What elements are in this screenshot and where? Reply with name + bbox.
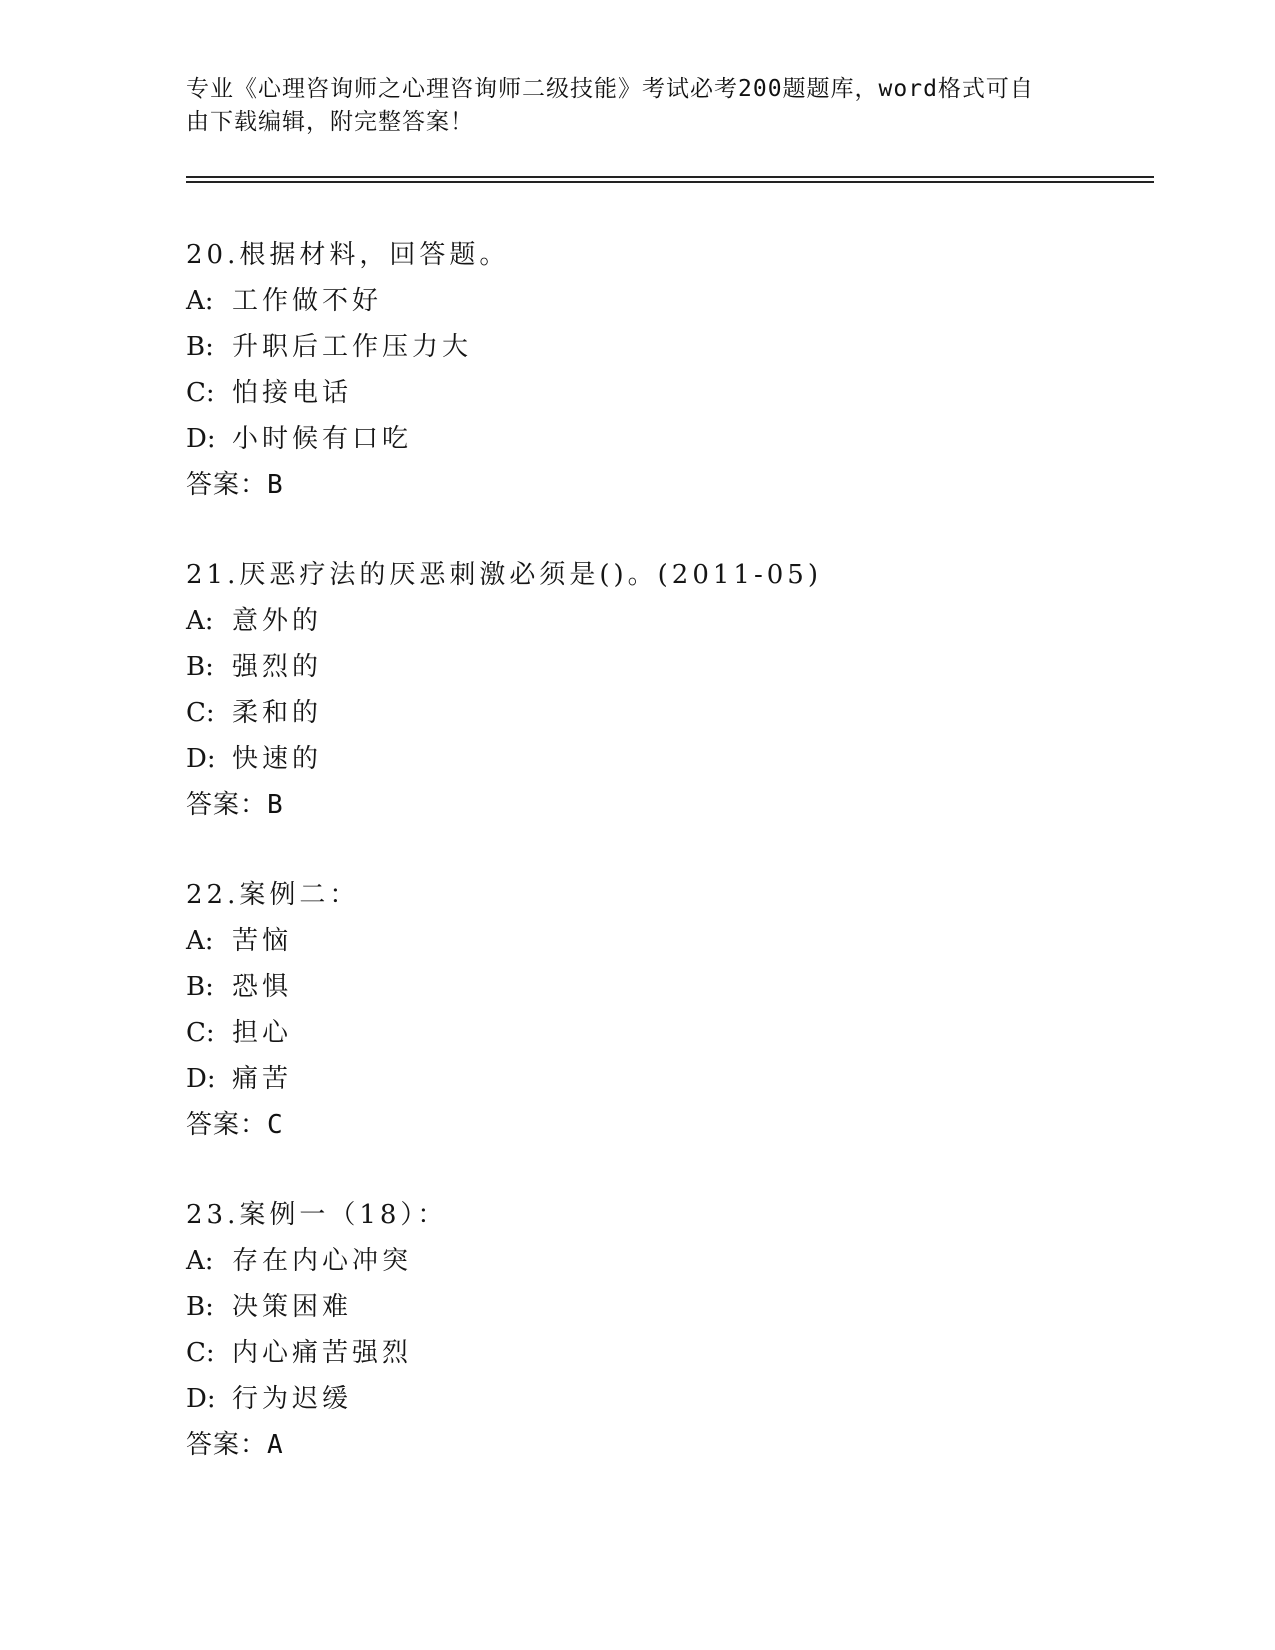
option-text: 升职后工作压力大 [232,332,473,362]
option-text: 柔和的 [232,698,323,728]
header-line-2: 由下载编辑，附完整答案！ [186,109,474,135]
option-a [186,278,1126,324]
option-a [186,598,1126,644]
option-text: 痛苦 [232,1064,293,1094]
question-item [186,1192,1126,1512]
option-letter: B: [186,652,214,682]
option-d [186,736,1126,782]
option-text: 决策困难 [232,1292,353,1322]
option-c [186,690,1126,736]
option-text: 意外的 [232,606,323,636]
option-text: 小时候有口吃 [232,424,413,454]
option-text: 行为迟缓 [232,1384,353,1414]
answer-line: 答案：B [186,790,284,820]
option-letter: C: [186,1018,215,1048]
question-stem: 22.案例二： [186,880,360,910]
header-divider-bottom [186,181,1154,183]
option-c [186,370,1126,416]
option-text: 快速的 [232,744,323,774]
answer-line: 答案：C [186,1110,284,1140]
question-list [186,232,1126,1512]
option-text: 强烈的 [232,652,323,682]
question-item [186,552,1126,872]
option-letter: A: [186,1246,214,1276]
option-d [186,416,1126,462]
question-stem: 20.根据材料，回答题。 [186,240,510,270]
document-header [186,73,1066,139]
option-letter: A: [186,606,214,636]
answer-line: 答案：B [186,470,284,500]
option-b [186,644,1126,690]
option-letter: D: [186,744,216,774]
option-b [186,324,1126,370]
option-text: 工作做不好 [232,286,383,316]
question-item [186,872,1126,1192]
option-a [186,918,1126,964]
option-letter: D: [186,1064,216,1094]
option-text: 苦恼 [232,926,293,956]
option-letter: C: [186,378,215,408]
option-letter: D: [186,424,216,454]
question-item [186,232,1126,552]
option-letter: C: [186,698,215,728]
question-stem: 23.案例一（18）： [186,1200,448,1230]
option-letter: D: [186,1384,216,1414]
question-stem: 21.厌恶疗法的厌恶刺激必须是()。(2011-05) [186,560,822,590]
option-a [186,1238,1126,1284]
option-b [186,964,1126,1010]
option-letter: A: [186,286,214,316]
option-d [186,1376,1126,1422]
option-text: 恐惧 [232,972,293,1002]
option-letter: C: [186,1338,215,1368]
answer-line: 答案：A [186,1430,284,1460]
header-line-1: 专业《心理咨询师之心理咨询师二级技能》考试必考200题题库，word格式可自 [186,76,1034,102]
option-c [186,1010,1126,1056]
option-text: 担心 [232,1018,293,1048]
option-letter: A: [186,926,214,956]
option-d [186,1056,1126,1102]
option-c [186,1330,1126,1376]
option-b [186,1284,1126,1330]
option-text: 内心痛苦强烈 [232,1338,413,1368]
option-text: 存在内心冲突 [232,1246,413,1276]
option-letter: B: [186,972,214,1002]
header-divider-top [186,176,1154,178]
option-letter: B: [186,332,214,362]
option-text: 怕接电话 [232,378,353,408]
option-letter: B: [186,1292,214,1322]
